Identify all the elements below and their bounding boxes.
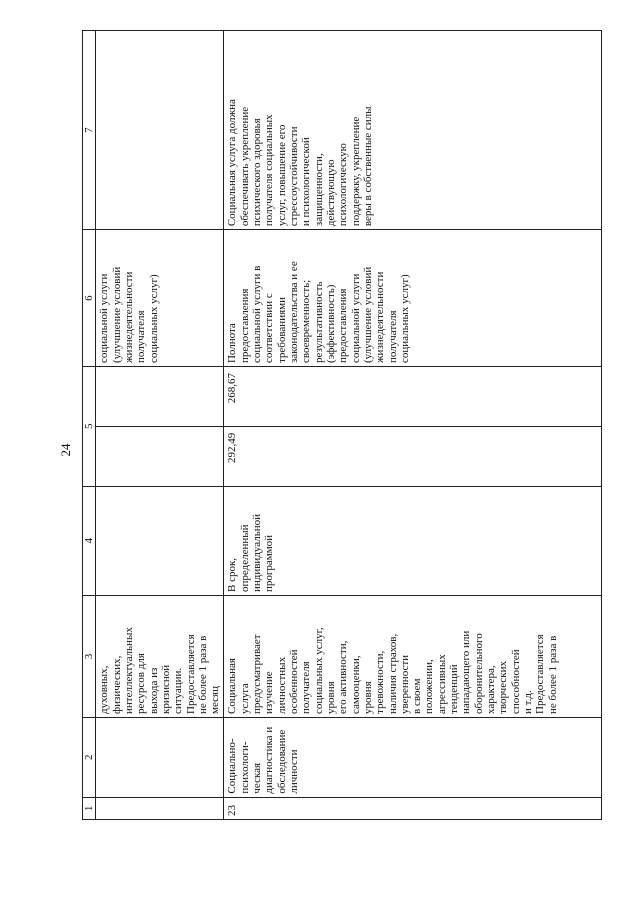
cell-quality-indicators: социальной услуги (улучшение условий жизнедеятельности получателя социальных услуг)	[96, 230, 224, 367]
cell-term: В срок, определенный индивидуальной программой	[224, 486, 602, 596]
header-row	[83, 31, 96, 820]
cell-service-name: Социально- психологи- ческая диагностика и обследование личности	[224, 717, 602, 797]
page-number: 24	[58, 443, 73, 457]
cell-tariff-a	[96, 426, 224, 486]
header-cell: 7	[83, 31, 96, 230]
cell-tariff-b	[96, 367, 224, 427]
cell-conditions: Социальная услуга должна обеспечивать укрепление психического здоровья получателя социальных услуг, повышение его стрессоустойчивости и психологической защищенности, действующую психологическую поддержку, укрепление веры в собственные силы	[224, 31, 602, 230]
cell-term	[96, 486, 224, 596]
header-cell: 2	[83, 717, 96, 797]
rotated-table-wrapper	[82, 30, 602, 820]
cell-service-name	[96, 717, 224, 797]
cell-quality-indicators: Полнота предоставления социальной услуги в соответствии с требованиями законодательства и ее своевременность; результативность (эффективность) предоставления социальной услуги (улучшение условий жизнедеятельности получателя социальных услуг)	[224, 230, 602, 367]
header-cell: 3	[83, 596, 96, 718]
header-cell: 6	[83, 230, 96, 367]
services-table	[82, 30, 602, 820]
cell-tariff-b: 268,67	[224, 367, 602, 427]
header-cell: 5	[83, 367, 96, 486]
cell-number: 23	[224, 797, 602, 819]
header-cell: 1	[83, 797, 96, 819]
table-row	[96, 31, 224, 820]
cell-conditions	[96, 31, 224, 230]
table-row	[224, 31, 602, 820]
cell-tariff-a: 292,49	[224, 426, 602, 486]
cell-description: духовных, физических, интеллектуальных ресурсов для выхода из кризисной ситуации. Предоставляется не более 1 раза в месяц	[96, 596, 224, 718]
cell-number	[96, 797, 224, 819]
header-cell: 4	[83, 486, 96, 596]
cell-description: Социальная услуга предусматривает изучение личностных особенностей получателя социальных услуг, уровня его активности, самооценки, уровня тревожности, наличия страхов, уверенности в своем положении, агрессивных тенденций нападающего или оборонительного характера, творческих способностей и т.д. Предоставляется не более 1 раза в	[224, 596, 602, 718]
